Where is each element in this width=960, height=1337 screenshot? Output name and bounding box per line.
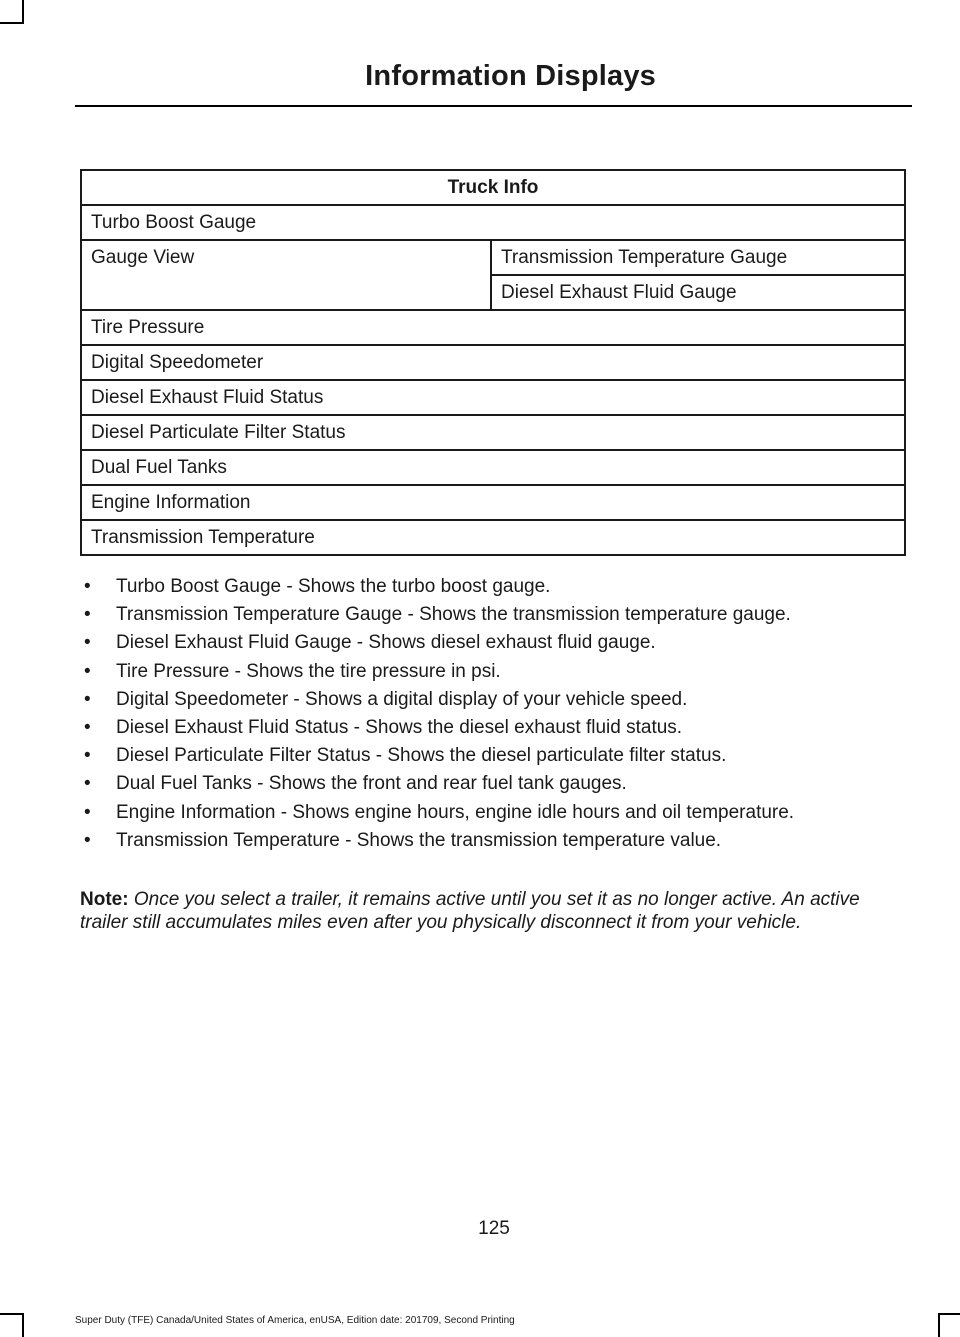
crop-mark	[938, 1315, 940, 1337]
table-row	[81, 415, 905, 450]
title-divider	[75, 105, 912, 107]
list-item-text: Transmission Temperature - Shows the transmission temperature value.	[116, 829, 722, 851]
list-item	[80, 601, 910, 629]
bullet-icon: •	[84, 801, 91, 823]
table-row	[81, 380, 905, 415]
description-list	[80, 573, 910, 855]
note-paragraph	[80, 888, 910, 934]
crop-mark	[938, 1313, 960, 1315]
bullet-icon: •	[84, 576, 91, 597]
table-row	[81, 170, 905, 205]
list-item	[80, 658, 910, 686]
truck-info-table	[80, 169, 906, 556]
table-heading: Truck Info	[81, 170, 905, 205]
note-text: Once you select a trailer, it remains active until you set it as no longer active. An active trailer still accumulates miles even after you physically disconnect it from your vehicle.	[80, 889, 860, 933]
note-label: Note:	[80, 889, 129, 910]
table-cell-gauge-view: Gauge View	[81, 240, 491, 310]
list-item	[80, 799, 910, 827]
crop-mark	[0, 1313, 24, 1315]
table-cell: Diesel Particulate Filter Status	[81, 415, 905, 450]
bullet-icon: •	[84, 632, 91, 654]
list-item-text: Digital Speedometer - Shows a digital display of your vehicle speed.	[116, 688, 688, 710]
bullet-icon: •	[84, 773, 91, 795]
list-item-text: Transmission Temperature Gauge - Shows the transmission temperature gauge.	[116, 604, 791, 626]
table-row	[81, 310, 905, 345]
crop-mark	[22, 1315, 24, 1337]
crop-mark	[0, 22, 24, 24]
page-number: 125	[478, 1218, 510, 1239]
list-item	[80, 827, 910, 855]
table-row	[81, 345, 905, 380]
list-item	[80, 770, 910, 798]
list-item-text: Turbo Boost Gauge - Shows the turbo boost gauge.	[116, 576, 551, 597]
table-row	[81, 450, 905, 485]
table-cell: Tire Pressure	[81, 310, 905, 345]
table-cell: Diesel Exhaust Fluid Status	[81, 380, 905, 415]
table-row	[81, 205, 905, 240]
bullet-icon: •	[84, 688, 91, 710]
list-item	[80, 573, 910, 601]
table-cell: Transmission Temperature Gauge	[491, 240, 905, 275]
list-item-text: Diesel Particulate Filter Status - Shows the diesel particulate filter status.	[116, 745, 727, 767]
bullet-icon: •	[84, 604, 91, 626]
list-item-text: Tire Pressure - Shows the tire pressure in psi.	[116, 660, 501, 682]
table-cell: Diesel Exhaust Fluid Gauge	[491, 275, 905, 310]
table-cell: Digital Speedometer	[81, 345, 905, 380]
bullet-icon: •	[84, 829, 91, 851]
list-item	[80, 714, 910, 742]
footer-text: Super Duty (TFE) Canada/United States of America, enUSA, Edition date: 201709, Second Printing	[75, 1315, 515, 1326]
table-row	[81, 485, 905, 520]
bullet-icon: •	[84, 660, 91, 682]
list-item-text: Diesel Exhaust Fluid Status - Shows the diesel exhaust fluid status.	[116, 716, 683, 738]
list-item-text: Dual Fuel Tanks - Shows the front and rear fuel tank gauges.	[116, 773, 627, 795]
bullet-icon: •	[84, 716, 91, 738]
table-cell: Transmission Temperature	[81, 520, 905, 555]
table-row	[81, 520, 905, 555]
table-cell: Engine Information	[81, 485, 905, 520]
list-item-text: Diesel Exhaust Fluid Gauge - Shows diesel exhaust fluid gauge.	[116, 632, 656, 654]
list-item	[80, 742, 910, 770]
page-title: Information Displays	[365, 60, 656, 92]
table-row	[81, 240, 905, 275]
crop-mark	[22, 0, 24, 22]
list-item	[80, 686, 910, 714]
table-cell: Turbo Boost Gauge	[81, 205, 905, 240]
table-cell: Dual Fuel Tanks	[81, 450, 905, 485]
list-item	[80, 629, 910, 657]
list-item-text: Engine Information - Shows engine hours, engine idle hours and oil temperature.	[116, 801, 795, 823]
bullet-icon: •	[84, 745, 91, 767]
